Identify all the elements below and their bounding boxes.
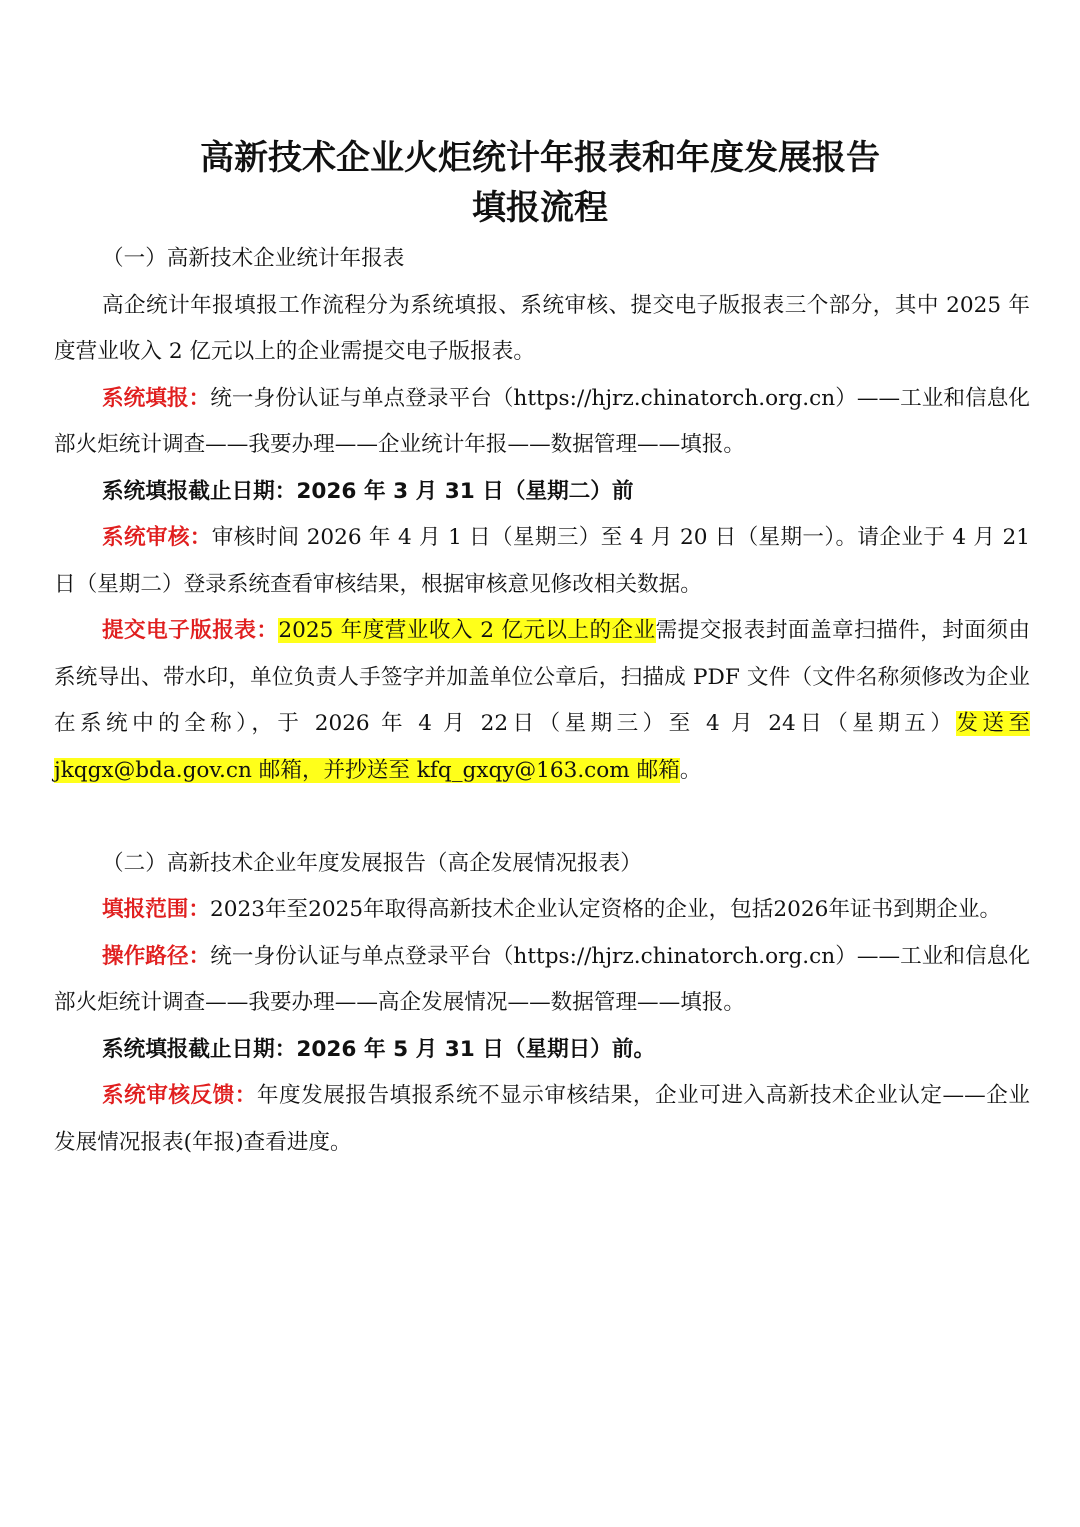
document-body <box>54 236 1030 1166</box>
section1-heading: （一）高新技术企业统计年报表 <box>102 246 405 271</box>
submit-label: 提交电子版报表： <box>102 618 279 643</box>
document-title <box>0 133 1080 233</box>
scope-label: 填报范围： <box>102 897 210 922</box>
submit-text: 需提交报表封面盖章扫描件，封面须由系统导出、带水印，单位负责人手签字并加盖单位公章后，扫描成 PDF 文件（文件名称须修改为企业在系统中的全称），于 2026 年 4 月 22日（星期三）至 4 月 24日（星期五） <box>54 618 1030 736</box>
path-label: 操作路径： <box>102 943 211 969</box>
section2-deadline: 系统填报截止日期：2026 年 5 月 31 日（星期日）前。 <box>102 1036 656 1062</box>
feedback-text: 年度发展报告填报系统不显示审核结果，企业可进入高新技术企业认定——企业发展情况报表(年报)查看进度。 <box>54 1083 1030 1155</box>
section1-review-paragraph <box>54 515 1030 608</box>
submit-highlight-revenue: 2025 年度营业收入 2 亿元以上的企业 <box>278 618 656 643</box>
title-line-2: 填报流程 <box>472 188 608 228</box>
title-line-1: 高新技术企业火炬统计年报表和年度发展报告 <box>200 138 880 178</box>
section2-heading: （二）高新技术企业年度发展报告（高企发展情况报表） <box>102 850 642 876</box>
review-label: 系统审核： <box>102 525 212 550</box>
fill-text: 统一身份认证与单点登录平台（https://hjrz.chinatorch.org.cn）——工业和信息化部火炬统计调查——我要办理——企业统计年报——数据管理——填报。 <box>54 385 1030 457</box>
fill-label: 系统填报： <box>102 385 211 411</box>
section2-feedback-paragraph <box>54 1073 1030 1166</box>
section2-scope-paragraph <box>54 887 1030 934</box>
section1-submit-paragraph <box>54 608 1030 794</box>
section2-path-paragraph <box>54 934 1030 1027</box>
feedback-label: 系统审核反馈： <box>102 1083 257 1108</box>
spacer <box>54 794 1030 841</box>
submit-end: 。 <box>679 757 702 783</box>
section1-intro: 高企统计年报填报工作流程分为系统填报、系统审核、提交电子版报表三个部分，其中 2025 年度营业收入 2 亿元以上的企业需提交电子版报表。 <box>54 292 1030 364</box>
submit-highlight-email: 发送至 jkqgx@bda.gov.cn 邮箱，并抄送至 kfq_gxqy@163.com 邮箱 <box>54 711 1030 783</box>
section1-fill-paragraph <box>54 376 1030 469</box>
scope-text: 2023年至2025年取得高新技术企业认定资格的企业，包括2026年证书到期企业。 <box>209 897 1002 922</box>
path-text: 统一身份认证与单点登录平台（https://hjrz.chinatorch.org.cn）——工业和信息化部火炬统计调查——我要办理——高企发展情况——数据管理——填报。 <box>54 943 1030 1015</box>
section1-deadline: 系统填报截止日期：2026 年 3 月 31 日（星期二）前 <box>102 478 634 504</box>
review-text: 审核时间 2026 年 4 月 1 日（星期三）至 4 月 20 日（星期一）。请企业于 4 月 21 日（星期二）登录系统查看审核结果，根据审核意见修改相关数据。 <box>54 525 1030 597</box>
